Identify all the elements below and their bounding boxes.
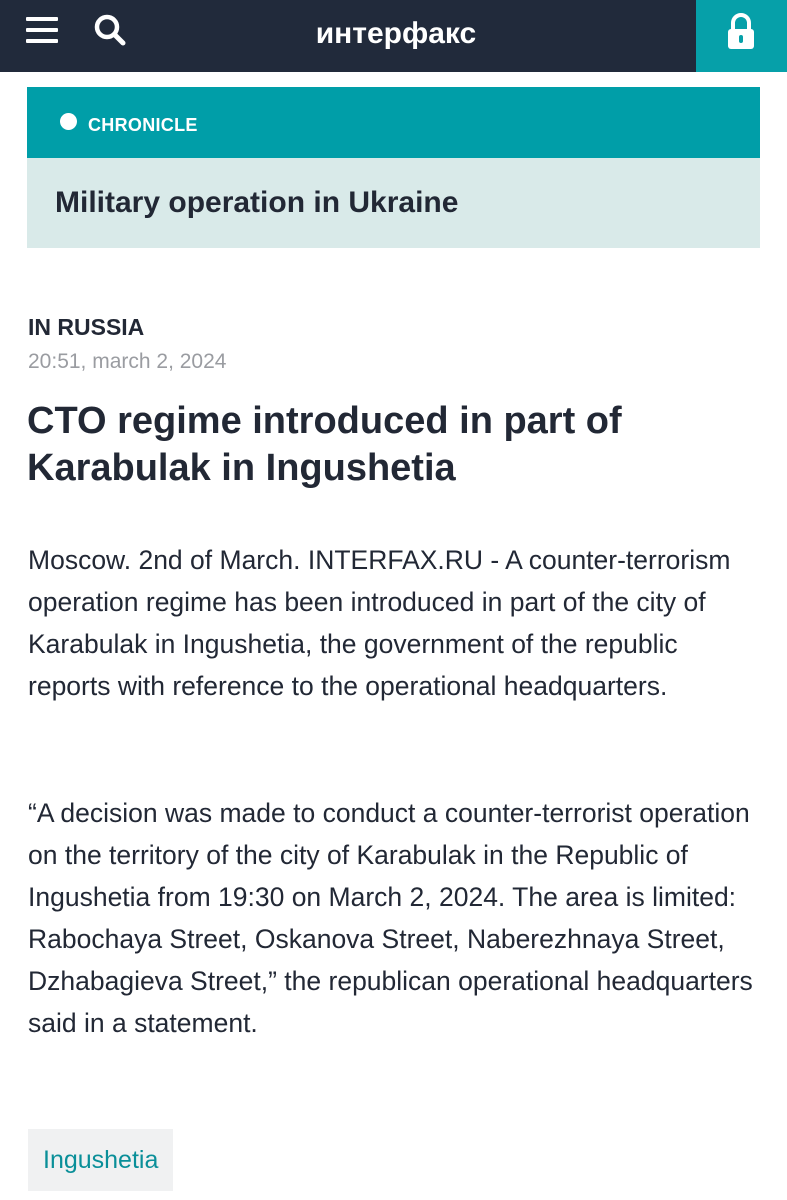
chronicle-banner[interactable] <box>27 87 760 248</box>
tag-ingushetia[interactable]: Ingushetia <box>28 1129 173 1191</box>
login-button[interactable] <box>696 0 787 72</box>
article-paragraph: Moscow. 2nd of March. INTERFAX.RU - A counter-terrorism operation regime has been introduced in part of the city of Karabulak in Ingushetia, the government of the republic reports with reference to the operational headquarters. <box>28 545 731 701</box>
chronicle-body <box>27 158 760 248</box>
article-timestamp: 20:51, march 2, 2024 <box>28 350 227 373</box>
chronicle-label: CHRONICLE <box>88 115 198 135</box>
logo-text: интерфакс <box>315 17 477 50</box>
search-icon[interactable] <box>92 12 128 48</box>
top-navigation-bar <box>0 0 787 72</box>
hamburger-menu-icon[interactable] <box>26 15 60 45</box>
live-dot-icon <box>60 113 77 130</box>
section-label[interactable]: IN RUSSIA <box>28 314 145 340</box>
article-headline: CTO regime introduced in part of Karabulak in Ingushetia <box>27 400 622 489</box>
chronicle-title[interactable]: Military operation in Ukraine <box>55 186 459 219</box>
lock-icon <box>725 12 757 52</box>
article-paragraph: “A decision was made to conduct a counter-terrorist operation on the territory of the city of Karabulak in the Republic of Ingushetia from 19:30 on March 2, 2024. The area is limited: Rabochaya Street, Oskanova Street, Naberezhnaya Street, Dzhabagieva Street,” the republican operational headquarters said in a statement. <box>28 798 753 1038</box>
interfax-logo[interactable] <box>296 8 496 60</box>
chronicle-header <box>27 87 760 158</box>
